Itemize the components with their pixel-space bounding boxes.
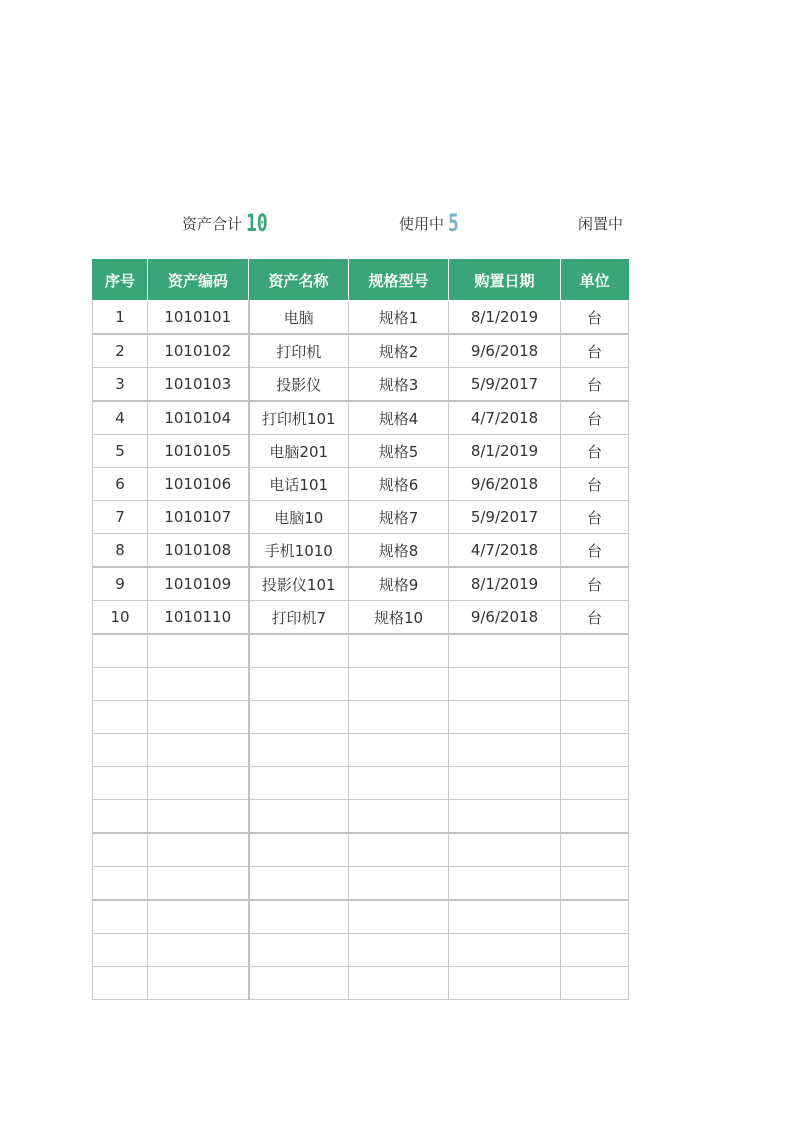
asset-table xyxy=(92,259,629,1000)
cell-purchase-date[interactable] xyxy=(449,668,561,701)
cell-asset-code[interactable]: 1010102 xyxy=(148,334,249,368)
cell-purchase-date[interactable]: 5/9/2017 xyxy=(449,501,561,534)
asset-total-value: 10 xyxy=(246,209,268,237)
cell-asset-code[interactable] xyxy=(148,967,249,1000)
cell-purchase-date[interactable] xyxy=(449,967,561,1000)
table-row xyxy=(93,334,629,368)
cell-index[interactable]: 1 xyxy=(93,301,148,335)
cell-spec-model[interactable] xyxy=(349,734,449,767)
cell-spec-model[interactable]: 规格2 xyxy=(349,334,449,368)
cell-unit[interactable]: 台 xyxy=(561,534,629,568)
cell-unit[interactable] xyxy=(561,800,629,834)
cell-index[interactable] xyxy=(93,767,148,800)
table-row xyxy=(93,833,629,867)
table-row xyxy=(93,435,629,468)
cell-index[interactable] xyxy=(93,967,148,1000)
cell-index[interactable] xyxy=(93,867,148,901)
cell-purchase-date[interactable] xyxy=(449,634,561,668)
cell-spec-model[interactable] xyxy=(349,668,449,701)
cell-asset-code[interactable] xyxy=(148,701,249,734)
cell-unit[interactable] xyxy=(561,934,629,967)
table-row xyxy=(93,701,629,734)
cell-spec-model[interactable]: 规格4 xyxy=(349,401,449,435)
cell-index[interactable] xyxy=(93,833,148,867)
header-purchase-date: 购置日期 xyxy=(449,260,561,301)
cell-spec-model[interactable] xyxy=(349,634,449,668)
table-row xyxy=(93,867,629,901)
cell-asset-code[interactable] xyxy=(148,800,249,834)
idle-count xyxy=(578,206,627,240)
cell-unit[interactable]: 台 xyxy=(561,601,629,635)
cell-unit[interactable]: 台 xyxy=(561,368,629,402)
cell-purchase-date[interactable] xyxy=(449,900,561,934)
cell-index[interactable]: 6 xyxy=(93,468,148,501)
table-row xyxy=(93,567,629,601)
cell-unit[interactable] xyxy=(561,867,629,901)
cell-unit[interactable] xyxy=(561,634,629,668)
table-row xyxy=(93,900,629,934)
table-row xyxy=(93,734,629,767)
cell-asset-name[interactable] xyxy=(249,800,349,834)
cell-asset-name[interactable]: 电脑 xyxy=(249,301,349,335)
cell-unit[interactable]: 台 xyxy=(561,401,629,435)
cell-unit[interactable] xyxy=(561,967,629,1000)
cell-purchase-date[interactable] xyxy=(449,800,561,834)
cell-index[interactable]: 2 xyxy=(93,334,148,368)
cell-asset-code[interactable] xyxy=(148,668,249,701)
cell-asset-name[interactable]: 电脑10 xyxy=(249,501,349,534)
cell-purchase-date[interactable] xyxy=(449,767,561,800)
cell-purchase-date[interactable]: 4/7/2018 xyxy=(449,401,561,435)
table-row xyxy=(93,967,629,1000)
cell-asset-code[interactable] xyxy=(148,934,249,967)
cell-purchase-date[interactable]: 8/1/2019 xyxy=(449,567,561,601)
cell-spec-model[interactable]: 规格9 xyxy=(349,567,449,601)
cell-asset-code[interactable]: 1010109 xyxy=(148,567,249,601)
cell-spec-model[interactable] xyxy=(349,833,449,867)
cell-unit[interactable]: 台 xyxy=(561,567,629,601)
cell-purchase-date[interactable]: 4/7/2018 xyxy=(449,534,561,568)
cell-asset-name[interactable]: 打印机7 xyxy=(249,601,349,635)
cell-asset-name[interactable] xyxy=(249,867,349,901)
cell-asset-code[interactable] xyxy=(148,734,249,767)
cell-asset-name[interactable]: 电脑201 xyxy=(249,435,349,468)
cell-unit[interactable]: 台 xyxy=(561,501,629,534)
table-row xyxy=(93,668,629,701)
cell-asset-name[interactable] xyxy=(249,701,349,734)
cell-purchase-date[interactable]: 9/6/2018 xyxy=(449,468,561,501)
cell-asset-code[interactable]: 1010104 xyxy=(148,401,249,435)
cell-unit[interactable] xyxy=(561,767,629,800)
header-asset-name: 资产名称 xyxy=(249,260,349,301)
cell-spec-model[interactable] xyxy=(349,767,449,800)
asset-total-label: 资产合计 xyxy=(182,214,243,233)
header-asset-code: 资产编码 xyxy=(148,260,249,301)
cell-asset-code[interactable]: 1010105 xyxy=(148,435,249,468)
cell-spec-model[interactable] xyxy=(349,701,449,734)
cell-purchase-date[interactable] xyxy=(449,734,561,767)
table-row xyxy=(93,601,629,635)
cell-index[interactable]: 8 xyxy=(93,534,148,568)
cell-purchase-date[interactable] xyxy=(449,934,561,967)
cell-spec-model[interactable]: 规格8 xyxy=(349,534,449,568)
cell-unit[interactable]: 台 xyxy=(561,468,629,501)
cell-purchase-date[interactable]: 9/6/2018 xyxy=(449,334,561,368)
cell-unit[interactable]: 台 xyxy=(561,435,629,468)
cell-index[interactable]: 9 xyxy=(93,567,148,601)
cell-unit[interactable] xyxy=(561,734,629,767)
cell-asset-name[interactable] xyxy=(249,767,349,800)
cell-asset-name[interactable] xyxy=(249,900,349,934)
cell-index[interactable]: 5 xyxy=(93,435,148,468)
cell-asset-code[interactable] xyxy=(148,634,249,668)
in-use-label: 使用中 xyxy=(399,214,445,233)
cell-index[interactable] xyxy=(93,701,148,734)
cell-index[interactable] xyxy=(93,668,148,701)
cell-spec-model[interactable] xyxy=(349,867,449,901)
table-row xyxy=(93,401,629,435)
cell-index[interactable] xyxy=(93,634,148,668)
table-row xyxy=(93,468,629,501)
cell-spec-model[interactable]: 规格5 xyxy=(349,435,449,468)
table-row xyxy=(93,634,629,668)
header-spec-model: 规格型号 xyxy=(349,260,449,301)
cell-asset-name[interactable] xyxy=(249,967,349,1000)
table-row xyxy=(93,934,629,967)
cell-index[interactable] xyxy=(93,934,148,967)
cell-asset-name[interactable]: 投影仪 xyxy=(249,368,349,402)
cell-purchase-date[interactable] xyxy=(449,701,561,734)
cell-unit[interactable] xyxy=(561,701,629,734)
in-use-value: 5 xyxy=(448,209,459,237)
cell-spec-model[interactable]: 规格10 xyxy=(349,601,449,635)
cell-asset-name[interactable]: 投影仪101 xyxy=(249,567,349,601)
cell-purchase-date[interactable]: 9/6/2018 xyxy=(449,601,561,635)
cell-asset-name[interactable] xyxy=(249,734,349,767)
cell-index[interactable]: 10 xyxy=(93,601,148,635)
table-row xyxy=(93,767,629,800)
cell-purchase-date[interactable] xyxy=(449,867,561,901)
cell-spec-model[interactable]: 规格6 xyxy=(349,468,449,501)
cell-purchase-date[interactable]: 5/9/2017 xyxy=(449,368,561,402)
cell-unit[interactable] xyxy=(561,668,629,701)
cell-spec-model[interactable]: 规格1 xyxy=(349,301,449,335)
cell-asset-code[interactable]: 1010107 xyxy=(148,501,249,534)
cell-asset-name[interactable]: 手机1010 xyxy=(249,534,349,568)
cell-asset-code[interactable] xyxy=(148,867,249,901)
cell-purchase-date[interactable]: 8/1/2019 xyxy=(449,301,561,335)
table-row xyxy=(93,800,629,834)
cell-asset-code[interactable]: 1010110 xyxy=(148,601,249,635)
in-use-count xyxy=(399,206,462,240)
cell-asset-name[interactable] xyxy=(249,934,349,967)
cell-asset-code[interactable] xyxy=(148,900,249,934)
cell-spec-model[interactable] xyxy=(349,800,449,834)
cell-unit[interactable]: 台 xyxy=(561,301,629,335)
cell-asset-code[interactable] xyxy=(148,833,249,867)
cell-index[interactable]: 4 xyxy=(93,401,148,435)
cell-asset-name[interactable]: 电话101 xyxy=(249,468,349,501)
cell-asset-code[interactable]: 1010106 xyxy=(148,468,249,501)
asset-summary xyxy=(92,206,628,240)
cell-asset-code[interactable] xyxy=(148,767,249,800)
cell-index[interactable] xyxy=(93,800,148,834)
cell-asset-code[interactable]: 1010108 xyxy=(148,534,249,568)
cell-unit[interactable] xyxy=(561,900,629,934)
cell-spec-model[interactable]: 规格7 xyxy=(349,501,449,534)
cell-unit[interactable]: 台 xyxy=(561,334,629,368)
cell-index[interactable]: 3 xyxy=(93,368,148,402)
cell-spec-model[interactable] xyxy=(349,934,449,967)
cell-purchase-date[interactable] xyxy=(449,833,561,867)
header-index: 序号 xyxy=(93,260,148,301)
table-row xyxy=(93,368,629,402)
cell-spec-model[interactable] xyxy=(349,967,449,1000)
table-header-row xyxy=(93,260,629,301)
cell-asset-name[interactable]: 打印机101 xyxy=(249,401,349,435)
cell-index[interactable] xyxy=(93,734,148,767)
cell-asset-name[interactable] xyxy=(249,668,349,701)
cell-purchase-date[interactable]: 8/1/2019 xyxy=(449,435,561,468)
cell-asset-code[interactable]: 1010101 xyxy=(148,301,249,335)
idle-label: 闲置中 xyxy=(578,214,624,233)
cell-index[interactable]: 7 xyxy=(93,501,148,534)
table-row xyxy=(93,501,629,534)
cell-asset-name[interactable] xyxy=(249,634,349,668)
cell-unit[interactable] xyxy=(561,833,629,867)
cell-index[interactable] xyxy=(93,900,148,934)
asset-total xyxy=(182,206,275,240)
table-row xyxy=(93,301,629,335)
cell-spec-model[interactable]: 规格3 xyxy=(349,368,449,402)
cell-asset-name[interactable] xyxy=(249,833,349,867)
cell-asset-code[interactable]: 1010103 xyxy=(148,368,249,402)
table-row xyxy=(93,534,629,568)
asset-table-body xyxy=(93,301,629,1000)
cell-asset-name[interactable]: 打印机 xyxy=(249,334,349,368)
header-unit: 单位 xyxy=(561,260,629,301)
cell-spec-model[interactable] xyxy=(349,900,449,934)
